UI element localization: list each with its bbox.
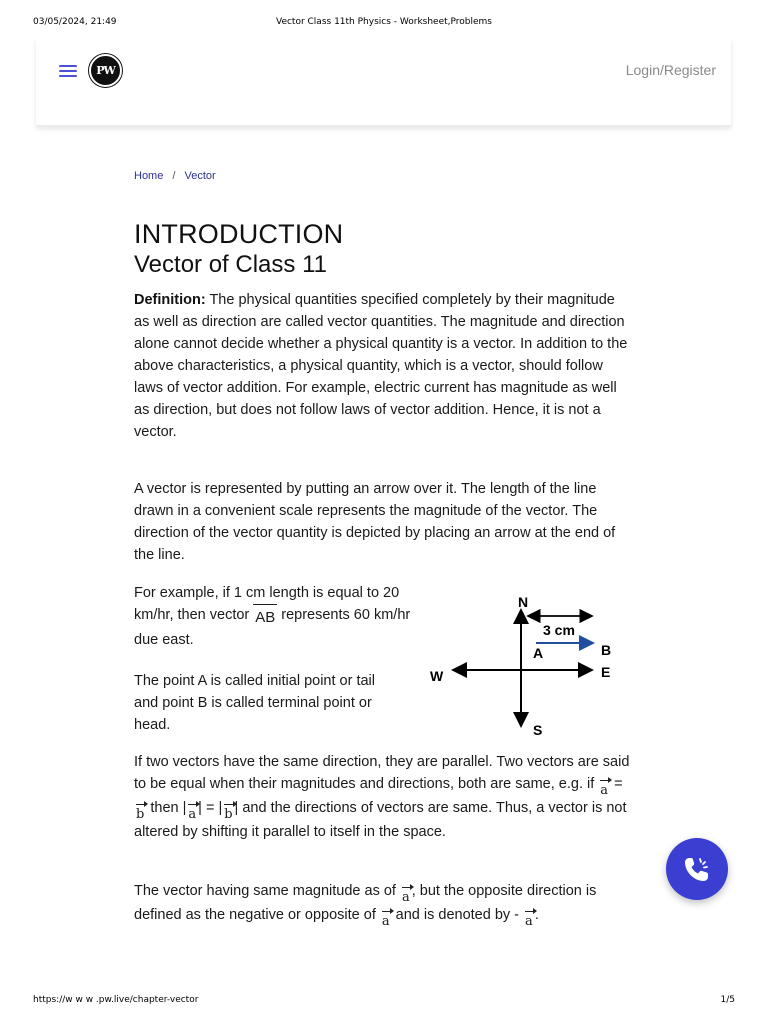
para3-equals: =: [614, 776, 623, 792]
breadcrumb-separator: /: [172, 170, 176, 182]
article-heading: [134, 218, 634, 289]
label-east: E: [601, 664, 611, 680]
para4-text-d: .: [534, 907, 539, 923]
breadcrumb-home[interactable]: Home: [134, 170, 164, 182]
vector-a-magnitude: a: [188, 807, 197, 822]
label-point-a: A: [533, 645, 544, 661]
breadcrumb: [134, 170, 216, 182]
point-paragraph: The point A is called initial point or tail and point B is called terminal point or head.: [134, 673, 375, 733]
page-title: INTRODUCTION: [134, 219, 344, 249]
example-text-2: represents 60 km/hr due east.: [134, 607, 411, 648]
label-west: W: [430, 668, 444, 684]
call-button[interactable]: [666, 838, 728, 900]
para3-text-b: | and the directions of vectors are same. Thus, a vector is not altered by shifting it parallel to itself in the space.: [134, 800, 627, 840]
example-paragraph: [134, 582, 414, 651]
para3-mid: | = |: [198, 800, 223, 816]
para4-text-c: and is denoted by -: [395, 907, 520, 923]
para3-text-a: If two vectors have the same direction, they are parallel. Two vectors are said to be equal when their magnitudes and directions, both are same, e.g. if: [134, 754, 630, 792]
hamburger-icon[interactable]: [59, 65, 77, 79]
vector-a-symbol-2: a: [401, 890, 410, 905]
vector-a-symbol-3: a: [381, 914, 390, 929]
vector-representation-paragraph: A vector is represented by putting an arrow over it. The length of the line drawn in a convenient scale represents the magnitude of the vector. The direction of the vector quantity is depicted by placing an arrow at the end of the line.: [134, 481, 616, 563]
breadcrumb-vector[interactable]: Vector: [184, 170, 216, 182]
print-page-number: 1/5: [720, 995, 735, 1005]
print-footer: [33, 995, 735, 1007]
vector-a-symbol-4: a: [525, 914, 533, 929]
print-header: [33, 17, 735, 29]
label-south: S: [533, 722, 543, 738]
vector-b-symbol: b: [136, 807, 145, 822]
parallel-vectors-paragraph: [134, 751, 634, 843]
print-url: https://w w w .pw.live/chapter-vector: [33, 995, 199, 1005]
para4-text-a: The vector having same magnitude as of: [134, 883, 396, 899]
compass-vector-diagram: [420, 588, 620, 738]
definition-text: The physical quantities specified completely by their magnitude as well as direction are called vector quantities. The magnitude and direction alone cannot decide whether a physical quantity is a vector. In addition to the above characteristics, a physical quantity, which is a vector, should follow laws of vector addition. For example, electric current has magnitude as well as direction, but does not follow laws of vector addition. Hence, it is not a vector.: [134, 292, 628, 440]
vector-a-symbol: a: [600, 783, 609, 798]
page-subtitle: Vector of Class 11: [134, 251, 327, 278]
label-point-b: B: [601, 642, 612, 658]
definition-paragraph: [134, 289, 634, 443]
vector-ab: AB: [253, 607, 277, 629]
para3-then: then |: [150, 800, 187, 816]
label-north: N: [518, 594, 529, 610]
phone-icon: [681, 853, 713, 885]
vector-b-magnitude: b: [224, 807, 233, 822]
example-text-1: For example, if 1 cm length is equal to 20 km/hr, then vector: [134, 585, 400, 623]
print-datetime: 03/05/2024, 21:49: [33, 17, 117, 27]
negative-vector-paragraph: [134, 880, 634, 928]
pw-logo[interactable]: [89, 54, 122, 87]
para4-text-b: , but the opposite direction is defined as the negative or opposite of: [134, 883, 597, 923]
label-length: 3 cm: [543, 622, 575, 638]
logo-text: PW: [96, 64, 115, 77]
login-register-link[interactable]: Login/Register: [625, 62, 716, 78]
site-header: [36, 38, 731, 126]
print-title: Vector Class 11th Physics - Worksheet,Problems: [275, 17, 492, 27]
definition-label: Definition:: [134, 292, 206, 308]
